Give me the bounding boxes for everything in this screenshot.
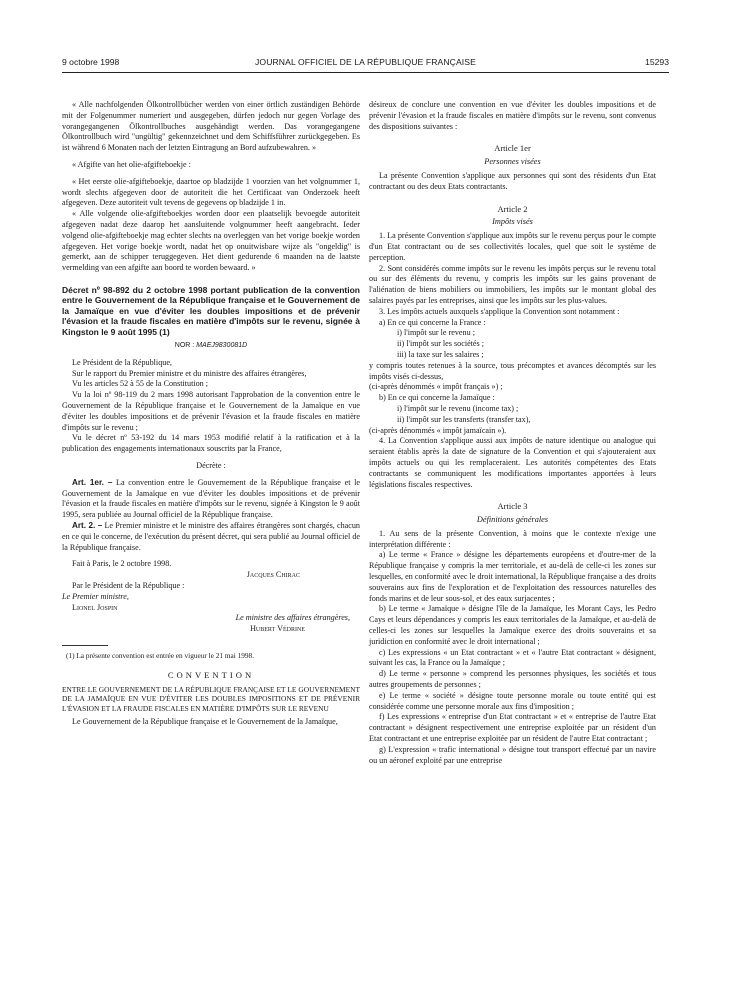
article-2-label: Art. 2. – [72,520,103,530]
article-2-item-b-ii: ii) l'impôt sur les transferts (transfer tax), [397,414,531,424]
article-3-item-e: e) Le terme « société » désigne toute personne morale ou toute entité qui est considérée comme une personne morale aux fins d'imposition ; [369,690,656,711]
article-2-item-b-name: (ci-après dénommés « impôt jamaïcain »). [369,425,507,435]
german-paragraph: « Alle nachfolgenden Ölkontrollbücher werden von einer örtlich zuständigen Behörde mit der Folgenummer numeriert und ausgegeben, dürfen jedoch nur gegen Vorlage des vorangegangenen Ölkontrollbuches ausgehändigt werden. Das vorangegangene Ölkontrollbuch wird "ungültig" gekennzeichnet und dem Schiffsführer zurückgegeben. Es ist während 6 Monaten nach der letzten Eintragung an Bord aufzubewahren. » [62,100,360,153]
article-1-heading: Article 1er [494,143,531,154]
article-3-item-d: d) Le terme « personne » comprend les personnes physiques, les sociétés et tous autres groupements de personnes ; [369,669,656,690]
visa-president: Le Président de la République, [72,357,172,367]
footnote: (1) La présente convention est entrée en vigueur le 21 mai 1998. [66,650,255,660]
nor-label: NOR : [174,341,195,349]
article-3-item-b: b) Le terme « Jamaïque » désigne l'île de la Jamaïque, les Morant Cays, les Pedro Cays et leurs dépendances y compris les eaux territoriales de la Jamaïque, et au-delà de celles-ci les zones sur lesquelles la Jamaïque exerce des droits souverains et sa juridiction en conformité avec le droit international ; [369,604,656,646]
article-2-item-a-name: (ci-après dénommés « impôt français ») ; [369,382,503,392]
article-2-item-a-tail: y compris toutes retenues à la source, tous précomptes et avances décomptés sur les impôts visés ci-dessus, [369,360,656,381]
running-header [62,57,669,71]
article-3-para-1: 1. Au sens de la présente Convention, à moins que le contexte n'exige une interprétation différente : [369,528,656,549]
article-2-item-b-i: i) l'impôt sur le revenu (income tax) ; [397,403,519,413]
article-3-item-a: a) Le terme « France » désigne les départements européens et d'outre-mer de la République française y compris la mer territoriale, et au-delà de celle-ci les zones sur lesquelles, en conformité avec le droit international, la République française a des droits souverains aux fins de l'exploration et de l'exploitation des ressources naturelles des fonds marins et de leur sous-sol, et des eaux surjacentes ; [369,550,656,603]
footnote-separator [62,645,108,646]
article-2-heading: Article 2 [497,203,528,214]
article-2-item-a-ii: ii) l'impôt sur les sociétés ; [397,339,484,349]
header-rule [62,72,669,73]
left-column [62,100,360,728]
fait-a-paris: Fait à Paris, le 2 octobre 1998. [72,559,172,569]
par-le-president: Par le Président de la République : [72,580,185,590]
convention-subtitle: ENTRE LE GOUVERNEMENT DE LA RÉPUBLIQUE FRANÇAISE ET LE GOUVERNEMENT DE LA JAMAÏQUE EN VUE D'ÉVITER LES DOUBLES IMPOSITIONS ET DE PRÉVENIR L'ÉVASION ET LA FRAUDE FISCALES EN MATIÈRE D'IMPÔTS SUR LE REVENU [62,684,360,713]
article-2-item-b: b) En ce qui concerne la Jamaïque : [379,393,495,403]
decree-title: Décret nº 98-892 du 2 octobre 1998 portant publication de la convention entre le Gouvernement de la République française et le Gouvernement de la Jamaïque en vue d'éviter les doubles impositions et de prévenir l'évasion et la fraude fiscales en matière d'impôts sur le revenu, signée à Kingston le 9 août 1995 (1) [62,284,360,337]
article-3-heading: Article 3 [497,501,528,512]
ministre-affaires-etrangeres-title: Le ministre des affaires étrangères, [235,613,350,623]
premier-ministre-title: Le Premier ministre, [62,591,129,601]
article-3-item-c: c) Les expressions « un Etat contractant » et « l'autre Etat contractant » désignent, suivant les cas, la France ou la Jamaïque ; [369,647,656,668]
dutch-heading: « Afgifte van het olie-afgifteboekje : [72,159,191,169]
ministre-affaires-etrangeres-name: Hubert Védrine [250,624,305,634]
article-2-para-4: 4. La Convention s'applique aussi aux impôts de nature identique ou analogue qui seraient établis après la date de signature de la Convention et qui s'ajouteraient aux impôts actuels ou qui les remplaceraient. Les autorités compétentes des Etats contractants se communiquent les modifications importantes apportées à leurs législations fiscales respectives. [369,436,656,489]
visa-loi: Vu la loi nº 98-119 du 2 mars 1998 autorisant l'approbation de la convention entre le Gouvernement de la République française et le Gouvernement de la Jamaïque en vue d'éviter les doubles impositions et de prévenir l'évasion et la fraude fiscales en matière d'impôts sur le revenu ; [62,390,360,432]
right-column [369,100,656,766]
dutch-paragraph-1: « Het eerste olie-afgifteboekje, daartoe op bladzijde 1 voorzien van het volgnummer 1, wordt slechts afgegeven door de autoriteit die het Certificaat van Onderzoek heeft afgegeven. Deze autoriteit vult tevens de gegevens op bladzijde 1 in. [62,176,360,208]
nor-code: MAEJ9830081D [196,341,248,349]
article-1-title: Personnes visées [484,157,541,167]
article-1-decree [62,478,360,521]
dutch-paragraph-2: « Alle volgende olie-afgifteboekjes worden door een plaatselijk bevoegde autoriteit afgegeven nadat deze daarop het aansluitende volgnummer heeft aangebracht. Ieder volgend olie-afgifteboekje mag echter slechts na overleggen van het vorige boekje worden afgegeven. Het vorige boekje wordt, nadat het op onuitwisbare wijze als "ongeldig" is gemerkt, aan de schipper teruggegeven. Het dient gedurende 6 maanden na de laatste vermelding van een afgifte aan boord te worden bewaard. » [62,209,360,273]
article-2-item-a-i: i) l'impôt sur le revenu ; [397,328,475,338]
visa-rapport: Sur le rapport du Premier ministre et du ministre des affaires étrangères, [72,368,307,378]
article-3-title: Définitions générales [476,515,549,525]
article-2-decree [62,521,360,553]
decrete-label: Décrète : [196,460,226,470]
article-1-text: La présente Convention s'applique aux personnes qui sont des résidents d'un Etat contractant ou des deux Etats contractants. [369,170,656,191]
article-2-item-a-iii: iii) la taxe sur les salaires ; [397,349,484,359]
convention-heading: CONVENTION [167,669,255,680]
convention-preamble: Le Gouvernement de la République française et le Gouvernement de la Jamaïque, [72,717,338,727]
premier-ministre-name: Lionel Jospin [72,602,118,612]
article-2-title: Impôts visés [492,217,533,227]
preamble-continuation: désireux de conclure une convention en vue d'éviter les doubles impositions et de prévenir l'évasion et la fraude fiscales en matière d'impôts sur le revenu, sont convenus des dispositions suivantes : [369,100,656,131]
article-2-para-3: 3. Les impôts actuels auxquels s'applique la Convention sont notamment : [379,306,620,316]
header-date: 9 octobre 1998 [62,57,120,67]
signature-president: Jacques Chirac [246,570,300,580]
article-2-text: Le Premier ministre et le ministre des affaires étrangères sont chargés, chacun en ce qui le concerne, de l'exécution du présent décret, qui sera publié au Journal officiel de la République française. [62,520,360,552]
visa-constitution: Vu les articles 52 à 55 de la Constitution ; [72,379,209,389]
article-2-item-a: a) En ce qui concerne la France : [379,317,486,327]
article-3-item-g: g) L'expression « trafic international » désigne tout transport effectué par un navire ou un aéronef exploité par une entreprise [369,744,656,765]
article-3-item-f: f) Les expressions « entreprise d'un Etat contractant » et « entreprise de l'autre Etat contractant » désignent respectivement une entreprise exploitée par un résident d'un Etat contractant et une entreprise exploitée par un résident de l'autre Etat contractant ; [369,712,656,744]
visa-decret: Vu le décret nº 53-192 du 14 mars 1953 modifié relatif à la ratification et à la publication des engagements internationaux souscrits par la France, [62,433,360,454]
header-page-number: 15293 [645,57,669,67]
article-1-label: Art. 1er. – [72,477,113,487]
header-journal-title: JOURNAL OFFICIEL DE LA RÉPUBLIQUE FRANÇAISE [255,57,476,67]
article-2-para-1: 1. La présente Convention s'applique aux impôts sur le revenu perçus pour le compte d'un Etat contractant ou de ses collectivités locales, quel que soit le système de perception. [369,231,656,262]
article-2-para-2: 2. Sont considérés comme impôts sur le revenu les impôts perçus sur le revenu total ou sur des éléments du revenu, y compris les impôts sur les gains provenant de l'aliénation de biens mobiliers ou immobiliers, les impôts sur le montant global des salaires payés par les entreprises, ainsi que les impôts sur les plus-values. [369,263,656,305]
nor-reference [62,341,360,352]
article-1-text: La convention entre le Gouvernement de la République française et le Gouvernement de la Jamaïque en vue d'éviter les doubles impositions et de prévenir l'évasion et la fraude fiscales en matière d'impôts sur le revenu, signée à Kingston le 9 août 1995, sera publiée au Journal officiel de la République française. [62,477,361,520]
